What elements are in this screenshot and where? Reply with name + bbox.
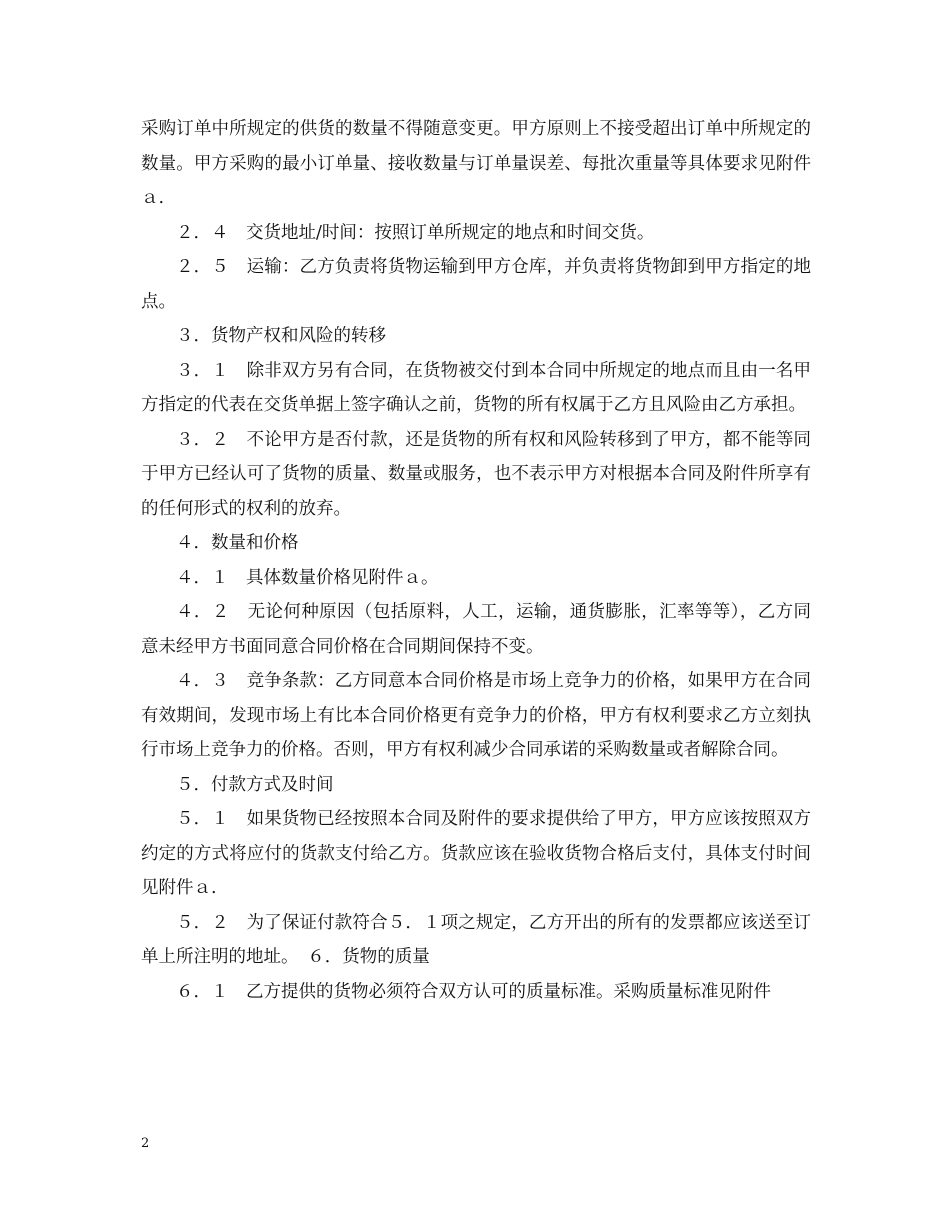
paragraph: ４．３ 竞争条款：乙方同意本合同价格是市场上竞争力的价格，如果甲方在合同有效期间，发现市场上有比本合同价格更有竞争力的价格，甲方有权利要求乙方立刻执行市场上竞争力的价格。否则，甲方有权利减少合同承诺的采购数量或者解除合同。: [141, 671, 811, 760]
paragraph: ６．１ 乙方提供的货物必须符合双方认可的质量标准。采购质量标准见附件: [176, 981, 771, 1002]
paragraph: ３．２ 不论甲方是否付款，还是货物的所有权和风险转移到了甲方，都不能等同于甲方已经认可了货物的质量、数量或服务，也不表示甲方对根据本合同及附件所享有的任何形式的权利的放弃。: [141, 429, 811, 519]
paragraph: ３．１ 除非双方另有合同，在货物被交付到本合同中所规定的地点而且由一名甲方指定的代表在交货单据上签字确认之前，货物的所有权属于乙方且风险由乙方承担。: [141, 360, 811, 415]
section-heading: ４．数量和价格: [176, 533, 299, 553]
paragraph: ４．２ 无论何种原因（包括原料，人工，运输，通货膨胀，汇率等等），乙方同意未经甲方书面同意合同价格在合同期间保持不变。: [141, 602, 811, 657]
paragraph: ２．４ 交货地址/时间：按照订单所规定的地点和时间交货。: [176, 222, 655, 243]
paragraph: ５．２ 为了保证付款符合５．１项之规定，乙方开出的所有的发票都应该送至订单上所注明的地址。 ６．货物的质量: [141, 912, 811, 967]
paragraph: ２．５ 运输：乙方负责将货物运输到甲方仓库，并负责将货物卸到甲方指定的地点。: [141, 257, 811, 312]
page-number: 2: [141, 1136, 150, 1151]
paragraph: ４．１ 具体数量价格见附件ａ。: [176, 567, 439, 588]
paragraph: 采购订单中所规定的供货的数量不得随意变更。甲方原则上不接受超出订单中所规定的数量。甲方采购的最小订单量、接收数量与订单量误差、每批次重量等具体要求见附件ａ.: [141, 119, 811, 208]
document-body: [141, 112, 811, 1009]
paragraph: ５．１ 如果货物已经按照本合同及附件的要求提供给了甲方，甲方应该按照双方约定的方式将应付的货款支付给乙方。货款应该在验收货物合格后支付，具体支付时间见附件ａ.: [141, 809, 811, 898]
section-heading: ３．货物产权和风险的转移: [176, 326, 386, 346]
section-heading: ５．付款方式及时间: [176, 774, 334, 795]
